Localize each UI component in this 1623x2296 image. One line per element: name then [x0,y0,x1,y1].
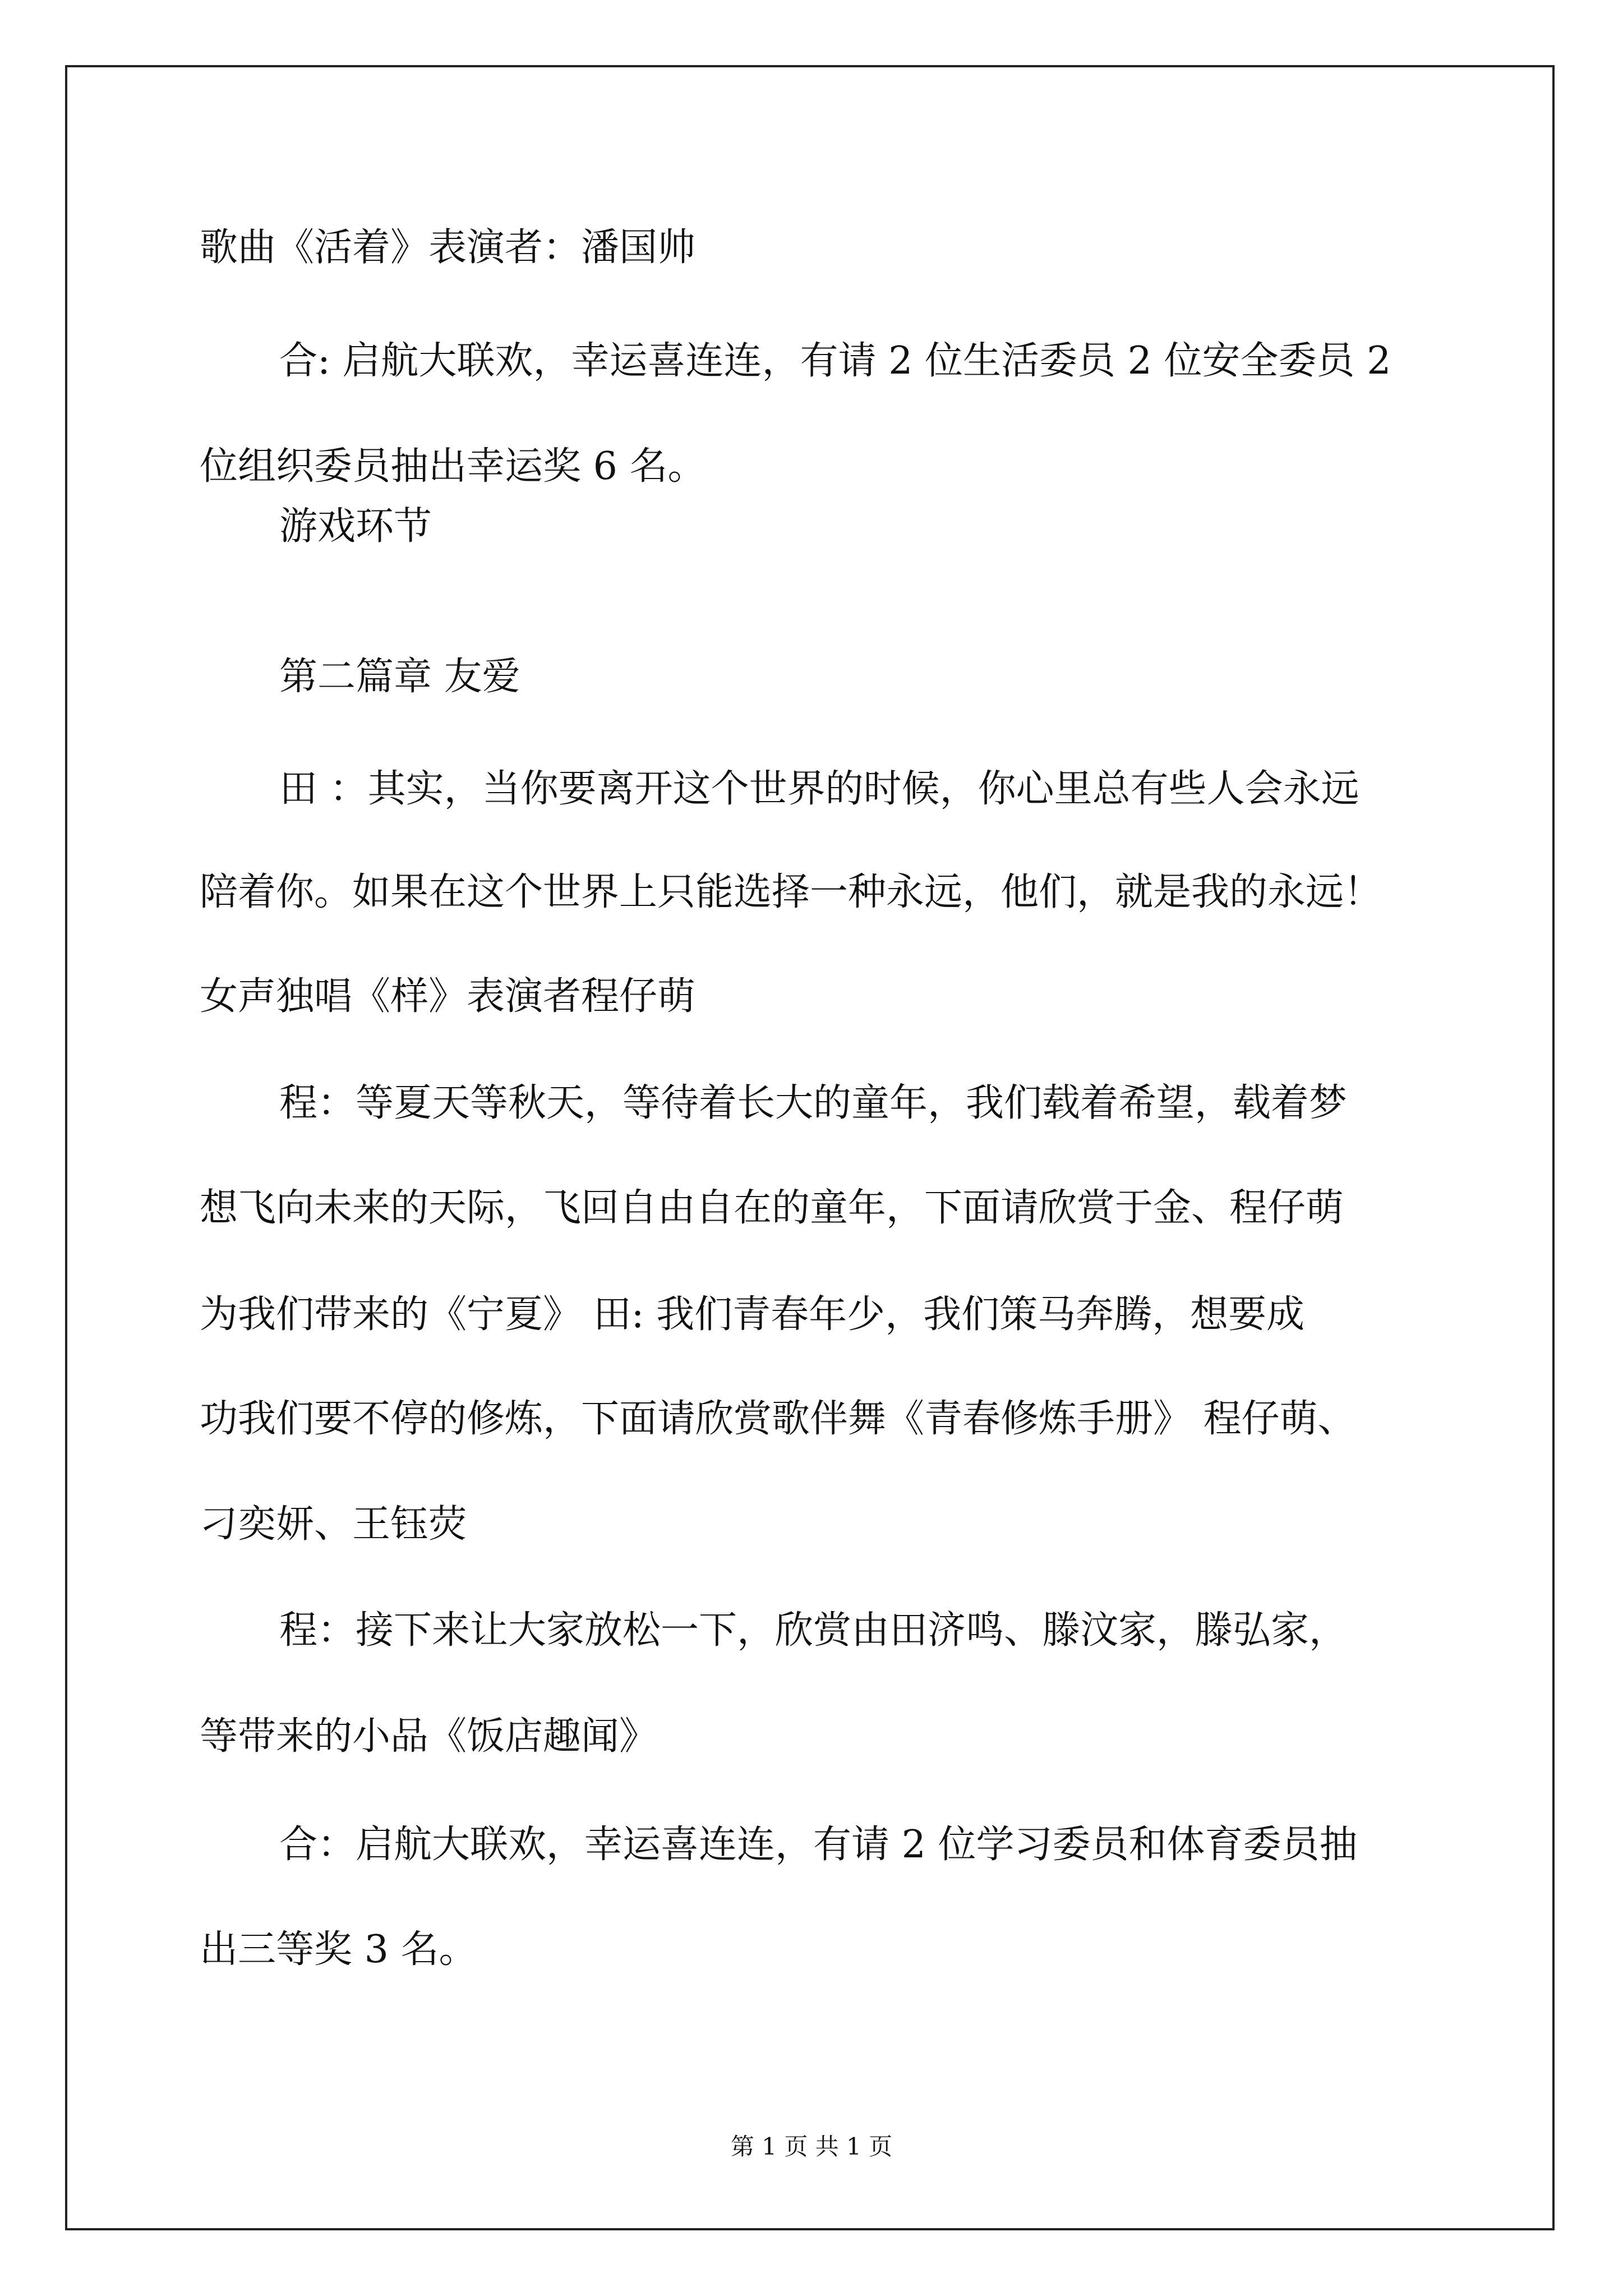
text-line: 等带来的小品《饭店趣闻》 [200,1714,658,1759]
page-border [65,65,1555,2230]
text-line: 刁奕妍、王钰荧 [200,1502,467,1547]
page-number-footer: 第 1 页 共 1 页 [730,2133,893,2160]
text-line: 合：启航大联欢，幸运喜连连，有请 2 位学习委员和体育委员抽 [279,1823,1358,1867]
text-line: 想飞向未来的天际，飞回自由自在的童年，下面请欣赏于金、程仔萌 [200,1186,1344,1230]
text-line: 功我们要不停的修炼，下面请欣赏歌伴舞《青春修炼手册》 程仔萌、 [200,1397,1356,1441]
text-line: 程：接下来让大家放松一下，欣赏由田济鸣、滕汶家，滕弘家， [279,1608,1348,1653]
text-line: 出三等奖 3 名。 [200,1927,477,1972]
text-line: 女声独唱《样》表演者程仔萌 [200,974,696,1019]
text-line: 为我们带来的《宁夏》 田: 我们青春年少，我们策马奔腾，想要成 [200,1292,1305,1337]
text-line: 程：等夏天等秋天，等待着长大的童年，我们载着希望，载着梦 [279,1081,1348,1125]
text-line: 陪着你。如果在这个世界上只能选择一种永远，他们，就是我的永远！ [200,870,1382,914]
text-line: 第二篇章 友爱 [279,655,520,699]
text-line: 田 ：其实，当你要离开这个世界的时候，你心里总有些人会永远 [279,767,1359,811]
text-line: 歌曲《活着》表演者：潘国帅 [200,226,696,270]
text-line: 游戏环节 [279,504,432,549]
text-line: 合: 启航大联欢，幸运喜连连，有请 2 位生活委员 2 位安全委员 2 [279,339,1391,383]
text-line: 位组织委员抽出幸运奖 6 名。 [200,444,706,489]
